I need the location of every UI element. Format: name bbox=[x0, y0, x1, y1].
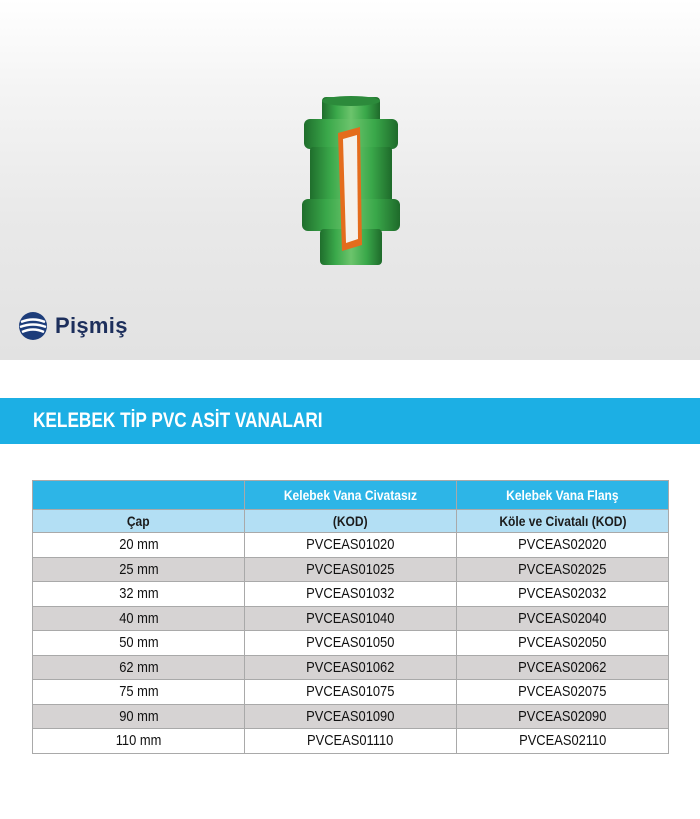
code-flans-cell: PVCEAS02050 bbox=[457, 631, 669, 656]
table-header-bottom bbox=[33, 510, 669, 533]
size-cell: 50 mm bbox=[33, 631, 245, 656]
section-title: KELEBEK TİP PVC ASİT VANALARI bbox=[33, 409, 323, 432]
header-flans: Kelebek Vana Flanş bbox=[457, 481, 669, 510]
size-cell: 110 mm bbox=[33, 729, 245, 754]
table-row bbox=[33, 655, 669, 680]
section-banner bbox=[0, 398, 700, 444]
code-flans-cell: PVCEAS02040 bbox=[457, 606, 669, 631]
table-row bbox=[33, 582, 669, 607]
table-row bbox=[33, 729, 669, 754]
code-flans-cell: PVCEAS02090 bbox=[457, 704, 669, 729]
code-civatasiz-cell: PVCEAS01032 bbox=[245, 582, 457, 607]
code-flans-cell: PVCEAS02032 bbox=[457, 582, 669, 607]
header-kod: (KOD) bbox=[245, 510, 457, 533]
table-row bbox=[33, 533, 669, 558]
size-cell: 40 mm bbox=[33, 606, 245, 631]
product-hero bbox=[0, 0, 700, 360]
code-civatasiz-cell: PVCEAS01025 bbox=[245, 557, 457, 582]
code-civatasiz-cell: PVCEAS01040 bbox=[245, 606, 457, 631]
pismis-logo-icon bbox=[18, 311, 48, 341]
table-header-top bbox=[33, 481, 669, 510]
brand-logo bbox=[18, 308, 128, 344]
code-civatasiz-cell: PVCEAS01110 bbox=[245, 729, 457, 754]
table-row bbox=[33, 680, 669, 705]
brand-name: Pişmiş bbox=[55, 313, 128, 338]
header-cap: Çap bbox=[33, 510, 245, 533]
code-civatasiz-cell: PVCEAS01020 bbox=[245, 533, 457, 558]
header-civatasiz: Kelebek Vana Civatasız bbox=[245, 481, 457, 510]
size-cell: 25 mm bbox=[33, 557, 245, 582]
header-empty-cell bbox=[33, 481, 245, 510]
size-cell: 62 mm bbox=[33, 655, 245, 680]
table-row bbox=[33, 631, 669, 656]
code-flans-cell: PVCEAS02075 bbox=[457, 680, 669, 705]
size-cell: 20 mm bbox=[33, 533, 245, 558]
code-civatasiz-cell: PVCEAS01090 bbox=[245, 704, 457, 729]
header-kole-civatali-kod: Köle ve Civatalı (KOD) bbox=[457, 510, 669, 533]
valve-code-table bbox=[32, 480, 669, 754]
code-civatasiz-cell: PVCEAS01062 bbox=[245, 655, 457, 680]
code-civatasiz-cell: PVCEAS01075 bbox=[245, 680, 457, 705]
table-row bbox=[33, 557, 669, 582]
code-civatasiz-cell: PVCEAS01050 bbox=[245, 631, 457, 656]
code-flans-cell: PVCEAS02020 bbox=[457, 533, 669, 558]
size-cell: 75 mm bbox=[33, 680, 245, 705]
table-row bbox=[33, 704, 669, 729]
table-row bbox=[33, 606, 669, 631]
butterfly-valve-image bbox=[296, 95, 406, 270]
code-flans-cell: PVCEAS02025 bbox=[457, 557, 669, 582]
size-cell: 90 mm bbox=[33, 704, 245, 729]
code-flans-cell: PVCEAS02062 bbox=[457, 655, 669, 680]
size-cell: 32 mm bbox=[33, 582, 245, 607]
code-flans-cell: PVCEAS02110 bbox=[457, 729, 669, 754]
